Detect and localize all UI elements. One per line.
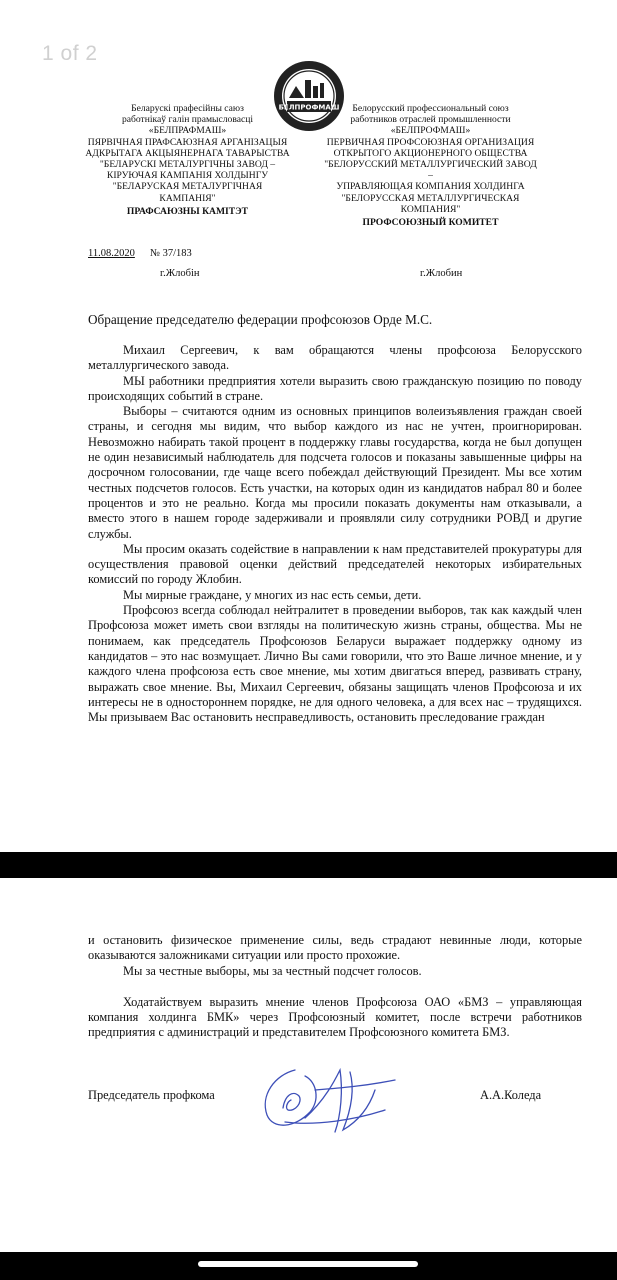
letter-number: № 37/183 — [150, 248, 192, 259]
logo-wordmark: БЕЛПРОФМАШ — [278, 103, 340, 112]
letterhead-left — [80, 103, 295, 217]
paragraph: Ходатайствуем выразить мнение членов Профсоюза ОАО «БМЗ – управляющая компания холдинга БМК» через Профсоюзный комитет, после встречи работников предприятия с администраций и представителем Профсоюзного комитета БМЗ. — [88, 994, 582, 1040]
letterhead-line: Беларускі прафесійны саюз — [131, 103, 244, 114]
letterhead-line: Белорусский профессиональный союз — [352, 103, 509, 114]
letter-title: Обращение председателю федерации профсоюзов Орде М.С. — [88, 312, 433, 327]
signatory-title: Председатель профкома — [88, 1088, 215, 1102]
letterhead-line: "БЕЛОРУССКИЙ МЕТАЛЛУРГИЧЕСКИЙ ЗАВОД – — [324, 159, 537, 182]
letterhead-right — [323, 103, 538, 228]
letter-body-page2 — [88, 933, 582, 1041]
letterhead-line: КОМПАНИЯ" — [400, 203, 461, 215]
paragraph-continuation: и остановить физическое применение силы, ведь страдают невинные люди, которые оказываются заложниками ситуации или просто прохожие. — [88, 933, 582, 963]
letterhead-line: АДКРЫТАГА АКЦЫЯНЕРНАГА ТАВАРЫСТВА — [85, 147, 290, 159]
letterhead-line: "БЕЛОРУССКАЯ МЕТАЛЛУРГИЧЕСКАЯ — [341, 192, 520, 204]
letterhead-line: КІРУЮЧАЯ КАМПАНІЯ ХОЛДЫНГУ — [106, 170, 269, 182]
city-by: г.Жлобін — [160, 268, 200, 279]
page-indicator: 1 of 2 — [42, 42, 98, 65]
letterhead-line: КАМПАНІЯ" — [159, 192, 216, 204]
letterhead-line: "БЕЛАРУСКАЯ МЕТАЛУРГІЧНАЯ — [112, 181, 263, 193]
letterhead-line: «БЕЛПРОФМАШ» — [390, 125, 471, 137]
paragraph: Выборы – считаются одним из основных принципов волеизъявления граждан своей страны, и сегодня мы видим, что выбор каждого из нас не учтен, проигнорирован. Невозможно набирать такой процент в поддержку главы государства, когда не был допущен не один независимый наблюдатель для подсчета голосов и показаны завышенные цифры на досрочном голосовании, где чаще всего побеждал действующий Президент. Мы все хотим честных подсчетов голосов. Есть участки, на которых один из кандидатов набрал 80 и более процентов и это не реально. Когда мы просили показать документы нам отказывали, а вместо этого в нашем городе задерживали и проявляли силу сотрудники РОВД и другие службы. — [88, 404, 582, 541]
paragraph: МЫ работники предприятия хотели выразить свою гражданскую позицию по поводу происходящих событий в стране. — [88, 373, 582, 403]
letterhead-line: ОТКРЫТОГО АКЦИОНЕРНОГО ОБЩЕСТВА — [333, 147, 528, 159]
letterhead-line: работников отраслей промышленности — [350, 114, 511, 126]
paragraph: Михаил Сергеевич, к вам обращаются члены профсоюза Белорусского металлургического завода. — [88, 343, 582, 373]
letterhead-line: ПЕРВИЧНАЯ ПРОФСОЮЗНАЯ ОРГАНИЗАЦИЯ — [326, 136, 535, 148]
letterhead-line: "БЕЛАРУСКІ МЕТАЛУРГІЧНЫ ЗАВОД – — [99, 159, 276, 171]
signature-image — [255, 1060, 405, 1138]
paragraph: Профсоюз всегда соблюдал нейтралитет в проведении выборов, так как каждый член Профсоюза может иметь свои взгляды на политическую жизнь страны, общества. Мы не понимаем, как председатель Профсоюзов Беларуси выражает поддержку одному из кандидатов – это нас возмущает. Лично Вы сами говорили, что это Ваше личное мнение, и у каждого члена профсоюза есть свое мнение, мы хотим двигаться вперед, развивать страну, выражать свое мнение. Вы, Михаил Сергеевич, обязаны защищать членов Профсоюза и их интересы не в одностороннем порядке, не для одного человека, а для всех нас – трудящихся. Мы призываем Вас остановить несправедливость, остановить преследование граждан — [88, 603, 582, 725]
letterhead-line: «БЕЛПРАФМАШ» — [148, 125, 227, 137]
committee-label-ru: ПРОФСОЮЗНЫЙ КОМИТЕТ — [362, 217, 499, 229]
letter-date: 11.08.2020 — [88, 248, 135, 259]
city-ru: г.Жлобин — [420, 268, 463, 279]
paragraph: Мы просим оказать содействие в направлении к нам представителей прокуратуры для осуществления правовой оценки действий председателей некоторых избирательных комиссий по городу Жлобин. — [88, 541, 582, 587]
letterhead-line: работнікаў галін прамысловасці — [121, 114, 254, 126]
letter-body-page1 — [88, 343, 582, 725]
letterhead-line: ПЯРВІЧНАЯ ПРАФСАЮЗНАЯ АРГАНІЗАЦЫЯ — [87, 136, 288, 148]
home-indicator[interactable] — [198, 1261, 418, 1267]
paragraph: Мы за честные выборы, мы за честный подсчет голосов. — [123, 963, 422, 978]
paragraph: Мы мирные граждане, у многих из нас есть семьи, дети. — [123, 587, 422, 602]
committee-label-by: ПРАФСАЮЗНЫ КАМІТЭТ — [126, 205, 249, 217]
letterhead-line: УПРАВЛЯЮЩАЯ КОМПАНИЯ ХОЛДИНГА — [336, 181, 525, 193]
signatory-name: А.А.Коледа — [480, 1088, 542, 1102]
